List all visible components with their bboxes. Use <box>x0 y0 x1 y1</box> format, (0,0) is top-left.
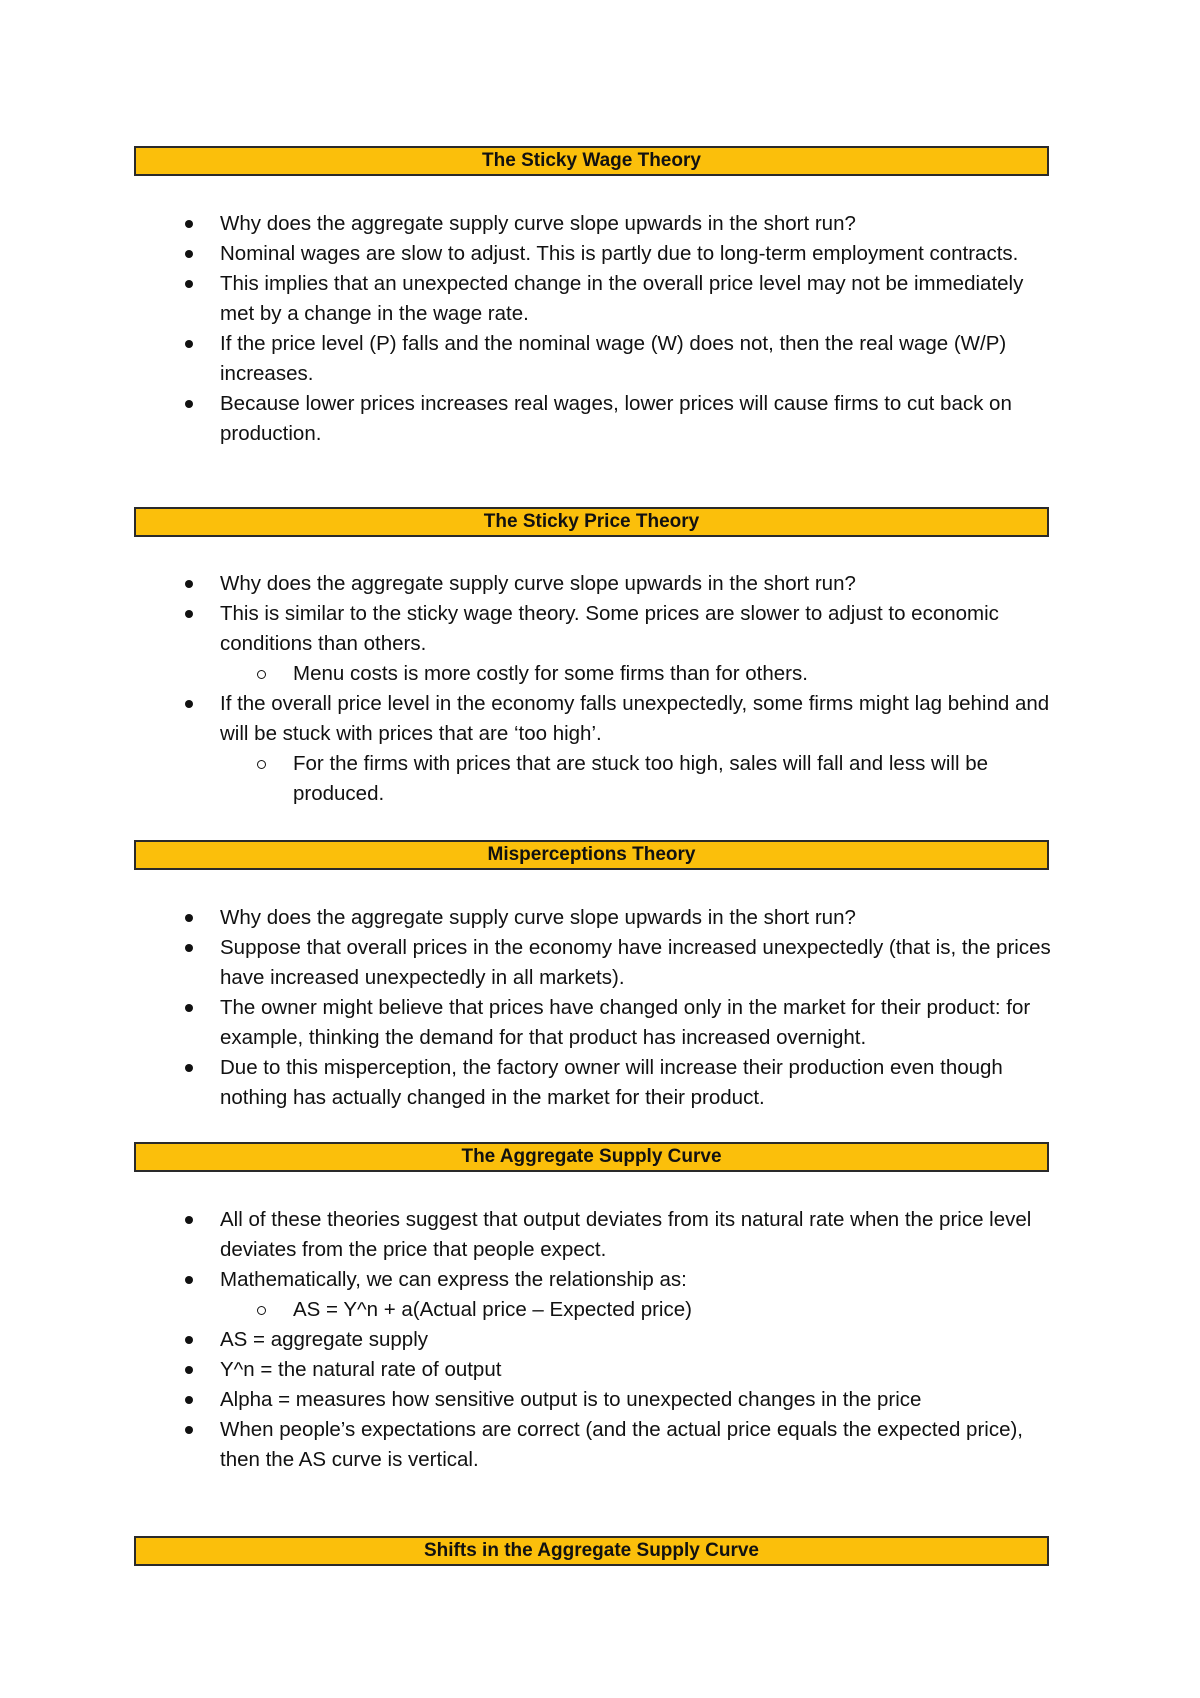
bullet-icon <box>185 700 193 708</box>
bullet-icon <box>185 944 193 952</box>
sub-list-item: For the firms with prices that are stuck too high, sales will fall and less will be produced. <box>0 749 1060 809</box>
bullet-list-sticky-price <box>0 569 1200 809</box>
list-item: Why does the aggregate supply curve slope upwards in the short run? <box>0 903 1060 933</box>
list-item: Suppose that overall prices in the economy have increased unexpectedly (that is, the prices have increased unexpectedly in all markets). <box>0 933 1060 993</box>
bullet-icon <box>185 250 193 258</box>
bullet-list-aggregate-supply-curve <box>0 1205 1200 1475</box>
sub-bullet-icon <box>257 670 266 679</box>
section-heading-sticky-wage: The Sticky Wage Theory <box>134 146 1049 176</box>
list-item: This implies that an unexpected change in the overall price level may not be immediately met by a change in the wage rate. <box>0 269 1060 329</box>
list-item: Y^n = the natural rate of output <box>0 1355 1060 1385</box>
list-item: When people’s expectations are correct (and the actual price equals the expected price), then the AS curve is vertical. <box>0 1415 1060 1475</box>
list-item: All of these theories suggest that output deviates from its natural rate when the price level deviates from the price that people expect. <box>0 1205 1060 1265</box>
sub-list-item: AS = Y^n + a(Actual price – Expected price) <box>0 1295 1060 1325</box>
bullet-list-sticky-wage <box>0 209 1200 449</box>
list-item: Mathematically, we can express the relationship as: <box>0 1265 1060 1295</box>
section-heading-misperceptions: Misperceptions Theory <box>134 840 1049 870</box>
sub-bullet-icon <box>257 760 266 769</box>
bullet-icon <box>185 1396 193 1404</box>
sub-bullet-icon <box>257 1306 266 1315</box>
bullet-icon <box>185 280 193 288</box>
list-item: Nominal wages are slow to adjust. This is partly due to long-term employment contracts. <box>0 239 1060 269</box>
sub-list-item: Menu costs is more costly for some firms than for others. <box>0 659 1060 689</box>
bullet-icon <box>185 1004 193 1012</box>
bullet-icon <box>185 914 193 922</box>
list-item: Why does the aggregate supply curve slope upwards in the short run? <box>0 569 1060 599</box>
list-item: Due to this misperception, the factory owner will increase their production even though nothing has actually changed in the market for their product. <box>0 1053 1060 1113</box>
bullet-icon <box>185 1216 193 1224</box>
list-item: If the price level (P) falls and the nominal wage (W) does not, then the real wage (W/P) increases. <box>0 329 1060 389</box>
section-heading-aggregate-supply-curve: The Aggregate Supply Curve <box>134 1142 1049 1172</box>
list-item: Why does the aggregate supply curve slope upwards in the short run? <box>0 209 1060 239</box>
bullet-icon <box>185 1426 193 1434</box>
list-item: This is similar to the sticky wage theory. Some prices are slower to adjust to economic conditions than others. <box>0 599 1060 659</box>
bullet-icon <box>185 400 193 408</box>
bullet-icon <box>185 610 193 618</box>
bullet-icon <box>185 220 193 228</box>
list-item: The owner might believe that prices have changed only in the market for their product: for example, thinking the demand for that product has increased overnight. <box>0 993 1060 1053</box>
list-item: Alpha = measures how sensitive output is to unexpected changes in the price <box>0 1385 1060 1415</box>
bullet-icon <box>185 1366 193 1374</box>
bullet-icon <box>185 1064 193 1072</box>
bullet-icon <box>185 340 193 348</box>
section-heading-shifts-aggregate-supply: Shifts in the Aggregate Supply Curve <box>134 1536 1049 1566</box>
list-item: AS = aggregate supply <box>0 1325 1060 1355</box>
bullet-icon <box>185 1336 193 1344</box>
bullet-list-misperceptions <box>0 903 1200 1113</box>
list-item: If the overall price level in the economy falls unexpectedly, some firms might lag behind and will be stuck with prices that are ‘too high’. <box>0 689 1060 749</box>
list-item: Because lower prices increases real wages, lower prices will cause firms to cut back on production. <box>0 389 1060 449</box>
bullet-icon <box>185 580 193 588</box>
bullet-icon <box>185 1276 193 1284</box>
section-heading-sticky-price: The Sticky Price Theory <box>134 507 1049 537</box>
